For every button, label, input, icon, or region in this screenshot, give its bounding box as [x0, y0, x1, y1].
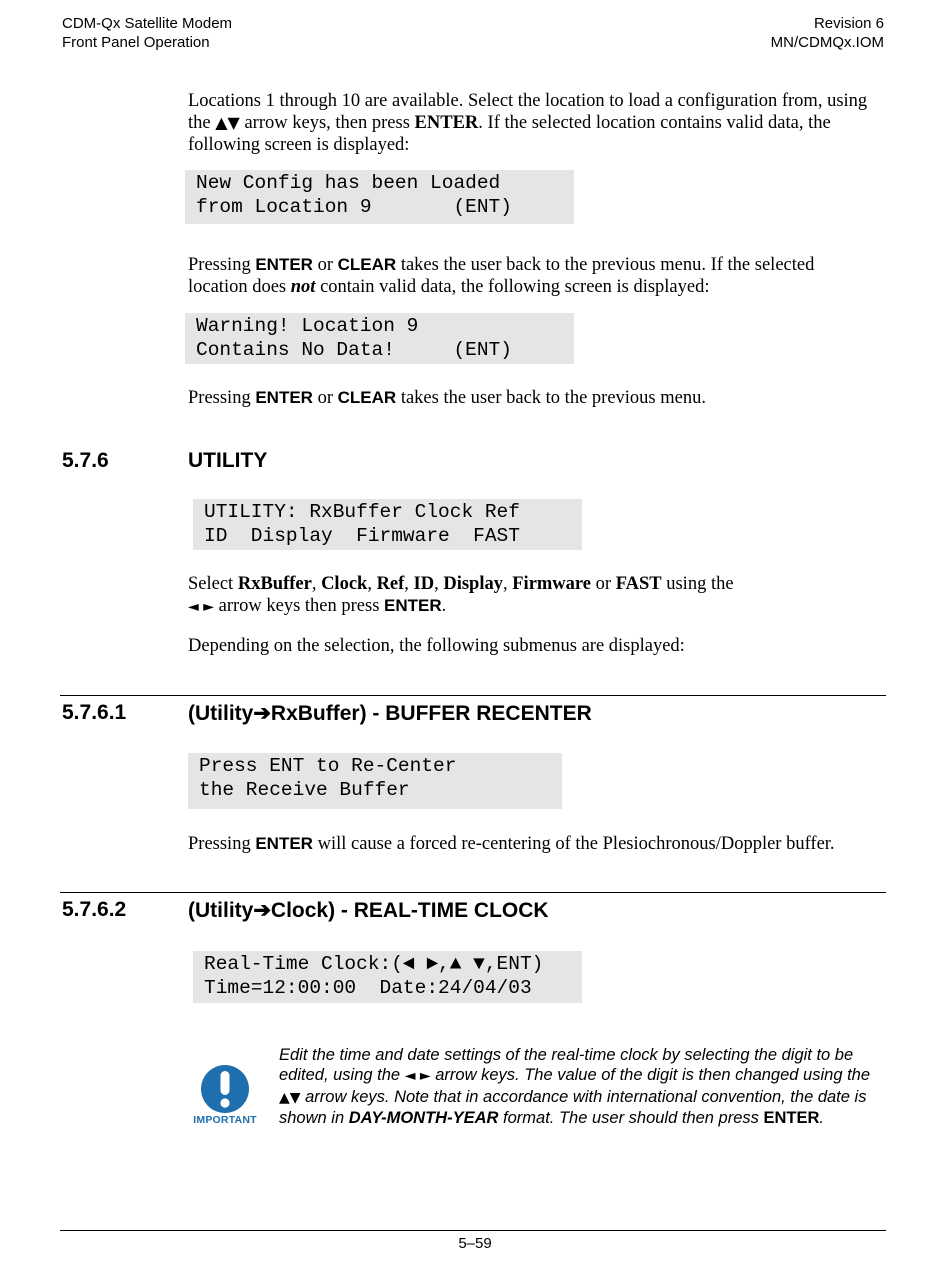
lcd-screen-config-loaded: New Config has been Loaded from Location 9 (ENT): [185, 170, 574, 224]
footer-divider: [60, 1230, 886, 1231]
doc-section: Front Panel Operation: [62, 34, 210, 51]
up-down-arrows: ▲▼: [215, 113, 240, 132]
section-title: UTILITY: [188, 449, 268, 472]
important-note-text: Edit the time and date settings of the real-time clock by selecting the digit to be edited, using the ◄ ► arrow keys. The value of the digit is then changed using the ▲▼ arrow keys. Note that in accordance with international convention, the date is shown in DAY-MONTH-YEAR format. The user should then press ENTER.: [279, 1046, 871, 1127]
left-right-arrows: ◄ ►: [404, 1068, 431, 1085]
header-right: [771, 14, 884, 52]
section-number: 5.7.6: [62, 449, 109, 472]
important-label: IMPORTANT: [193, 1114, 257, 1126]
paragraph-submenus: Depending on the selection, the following submenus are displayed:: [188, 636, 685, 656]
doc-revision: Revision 6: [813, 15, 884, 32]
lcd-screen-utility: UTILITY: RxBuffer Clock Ref ID Display Firmware FAST: [193, 499, 582, 550]
important-badge: [190, 1064, 260, 1126]
section-divider: [60, 695, 886, 696]
lcd-screen-clock: Real-Time Clock:(◄ ►,▲ ▼,ENT) Time=12:00:00 Date:24/04/03: [193, 951, 582, 1003]
page-number: 5–59: [458, 1235, 492, 1252]
paragraph-locations: Locations 1 through 10 are available. Select the location to load a configuration from, using the ▲▼ arrow keys, then press ENTER. If the selected location contains valid data, the following screen is displayed:: [188, 91, 868, 155]
exclamation-icon: [200, 1064, 250, 1114]
paragraph-select: Select RxBuffer, Clock, Ref, ID, Display, Firmware or FAST using the ◄ ► arrow keys then press ENTER.: [188, 574, 734, 616]
paragraph-enter-clear: Pressing ENTER or CLEAR takes the user back to the previous menu. If the selected location does not contain valid data, the following screen is displayed:: [188, 255, 815, 297]
lcd-screen-recenter: Press ENT to Re-Center the Receive Buffer: [188, 753, 562, 809]
section-divider: [60, 892, 886, 893]
paragraph-recenter: Pressing ENTER will cause a forced re-centering of the Plesiochronous/Doppler buffer.: [188, 834, 835, 854]
up-down-arrows: ▲▼: [279, 1089, 301, 1106]
left-right-arrows: ◄ ►: [188, 599, 214, 615]
header-left: [62, 14, 232, 52]
section-number: 5.7.6.2: [62, 898, 127, 921]
section-number: 5.7.6.1: [62, 701, 127, 724]
section-title: (Utility➔Clock) - REAL-TIME CLOCK: [188, 899, 549, 922]
doc-id: MN/CDMQx.IOM: [770, 34, 884, 51]
section-title: (Utility➔RxBuffer) - BUFFER RECENTER: [188, 702, 592, 725]
paragraph-back: Pressing ENTER or CLEAR takes the user back to the previous menu.: [188, 388, 706, 408]
doc-title: CDM-Qx Satellite Modem: [62, 15, 233, 32]
lcd-screen-warning: Warning! Location 9 Contains No Data! (ENT): [185, 313, 574, 364]
